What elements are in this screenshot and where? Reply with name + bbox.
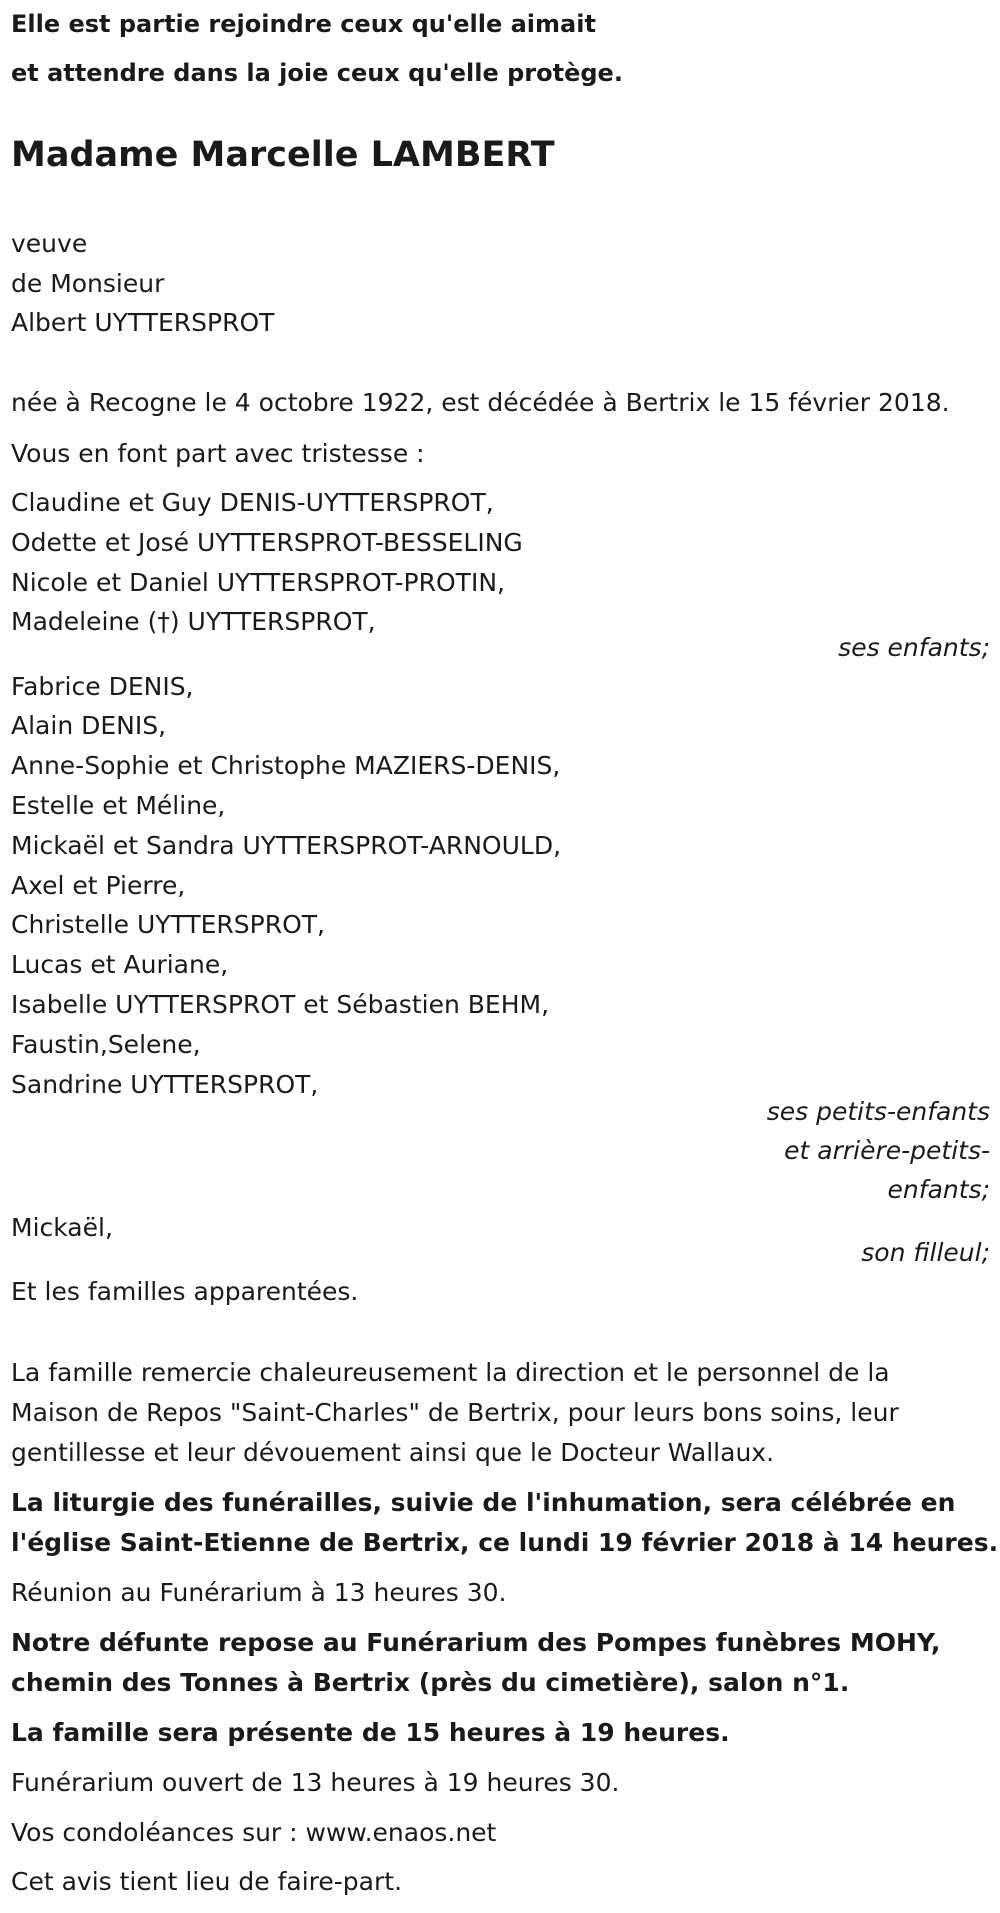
liturgy-line-2: l'église Saint-Etienne de Bertrix, ce lundi 19 février 2018 à 14 heures. [11,1528,999,1557]
child-2: Odette et José UYTTERSPROT-BESSELING [11,528,523,557]
grandchild-2: Alain DENIS, [11,711,167,740]
grandchildren-role-2: et arrière-petits- [784,1136,990,1165]
families: Et les familles apparentées. [11,1277,359,1306]
meeting: Réunion au Funérarium à 13 heures 30. [11,1578,507,1607]
grandchild-7: Christelle UYTTERSPROT, [11,910,326,939]
child-4: Madeleine (†) UYTTERSPROT, [11,607,376,636]
deceased-name: Madame Marcelle LAMBERT [11,135,555,175]
spouse-line-1: veuve [11,229,88,258]
child-1: Claudine et Guy DENIS-UYTTERSPROT, [11,488,494,517]
children-role: ses enfants; [838,633,990,662]
grandchild-6: Axel et Pierre, [11,871,186,900]
spouse-line-3: Albert UYTTERSPROT [11,308,275,337]
grandchild-3: Anne-Sophie et Christophe MAZIERS-DENIS, [11,751,561,780]
godson: Mickaël, [11,1213,113,1242]
notice: Cet avis tient lieu de faire-part. [11,1867,403,1896]
grandchild-1: Fabrice DENIS, [11,672,194,701]
quote-line-1: Elle est partie rejoindre ceux qu'elle aimait [11,10,596,38]
godson-role: son filleul; [861,1238,990,1267]
birth-death: née à Recogne le 4 octobre 1922, est décédée à Bertrix le 15 février 2018. [11,388,950,417]
rests-line-1: Notre défunte repose au Funérarium des Pompes funèbres MOHY, [11,1628,941,1657]
thanks-line-1: La famille remercie chaleureusement la direction et le personnel de la [11,1358,890,1387]
thanks-line-3: gentillesse et leur dévouement ainsi que le Docteur Wallaux. [11,1438,775,1467]
opening-hours: Funérarium ouvert de 13 heures à 19 heures 30. [11,1768,620,1797]
liturgy-line-1: La liturgie des funérailles, suivie de l'inhumation, sera célébrée en [11,1488,956,1517]
announce-intro: Vous en font part avec tristesse : [11,439,425,468]
grandchildren-role-3: enfants; [887,1175,990,1204]
condolences: Vos condoléances sur : www.enaos.net [11,1818,497,1847]
grandchild-11: Sandrine UYTTERSPROT, [11,1070,319,1099]
family-present: La famille sera présente de 15 heures à 19 heures. [11,1718,730,1747]
child-3: Nicole et Daniel UYTTERSPROT-PROTIN, [11,568,505,597]
thanks-line-2: Maison de Repos "Saint-Charles" de Bertrix, pour leurs bons soins, leur [11,1398,899,1427]
grandchildren-role-1: ses petits-enfants [766,1097,990,1126]
grandchild-9: Isabelle UYTTERSPROT et Sébastien BEHM, [11,990,550,1019]
spouse-line-2: de Monsieur [11,269,165,298]
rests-line-2: chemin des Tonnes à Bertrix (près du cimetière), salon n°1. [11,1668,850,1697]
grandchild-5: Mickaël et Sandra UYTTERSPROT-ARNOULD, [11,831,562,860]
grandchild-8: Lucas et Auriane, [11,950,229,979]
grandchild-10: Faustin,Selene, [11,1030,201,1059]
grandchild-4: Estelle et Méline, [11,791,226,820]
quote-line-2: et attendre dans la joie ceux qu'elle protège. [11,59,623,87]
